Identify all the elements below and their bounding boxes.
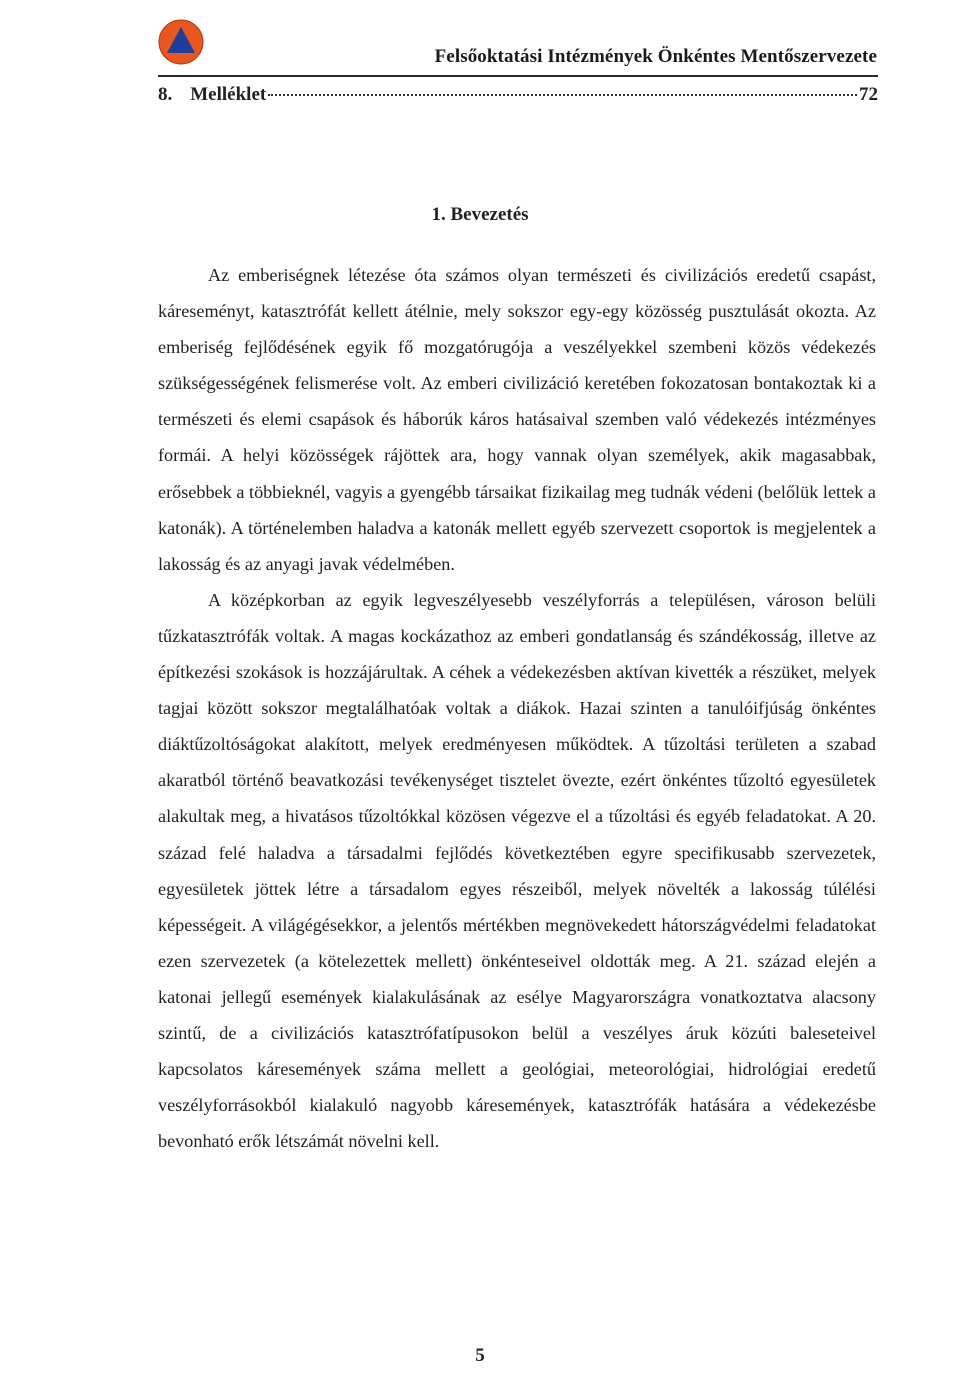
paragraph-1: Az emberiségnek létezése óta számos olyan természeti és civilizációs eredetű csapást, káreseményt, katasztrófát kellett átélnie, mely sokszor egy-egy közösség pusztulását okozta. Az emberiség fejlődésének egyik fő mozgatórugója a veszélyekkel szembeni közös védekezés szükségességének felismerése volt. Az emberi civilizáció keretében fokozatosan bontakoztak ki a természeti és elemi csapások és háborúk káros hatásaival szemben való védekezés intézményes formái. A helyi közösségek rájöttek ara, hogy vannak olyan személyek, akik magasabbak, erősebbek a többieknél, vagyis a gyengébb társaikat fizikailag meg tudnák védeni (belőlük lettek a katonák). A történelemben haladva a katonák mellett egyéb szervezett csoportok is megjelentek a lakosság és az anyagi javak védelmében. [158,265,876,574]
toc-entry[interactable] [158,84,878,106]
civil-defense-triangle-logo-icon [158,19,204,65]
toc-entry-page: 72 [859,84,878,105]
toc-leader-dots [268,94,857,96]
section-title: 1. Bevezetés [431,204,529,225]
organization-name: Felsőoktatási Intézmények Önkéntes Mentőszervezete [434,46,877,67]
body-text [158,257,876,1159]
page-number: 5 [475,1345,485,1366]
toc-entry-number: 8. [158,84,173,105]
header-divider [158,75,878,77]
paragraph-2: A középkorban az egyik legveszélyesebb veszélyforrás a településen, városon belüli tűzkatasztrófák voltak. A magas kockázathoz az emberi gondatlanság és szándékosság, illetve az építkezési szokások is hozzájárultak. A céhek a védekezésben aktívan kivették a részüket, melyek tagjai között sokszor megtalálhatóak voltak a diákok. Hazai szinten a tanulóifjúság önkéntes diáktűzoltóságokat alakított, melyek eredményesen működtek. A tűzoltási területen a szabad akaratból történő beavatkozási tevékenységet tisztelet övezte, ezért önkéntes tűzoltó egyesületek alakultak meg, a hivatásos tűzoltókkal közösen végezve el a tűzoltási és egyéb feladatokat. A 20. század felé haladva a társadalmi fejlődés következtében egyre specifikusabb szervezetek, egyesületek jöttek létre a társadalom egyes részeiből, melyek növelték a lakosság túlélési képességeit. A világégésekkor, a jelentős mértékben megnövekedett hátországvédelmi feladatokat ezen szervezetek (a kötelezettek mellett) önkénteseivel oldották meg. A 21. század elején a katonai jellegű események kialakulásának az esélye Magyarországra vonatkoztatva alacsony szintű, de a civilizációs katasztrófatípusokon belül a veszélyes áruk közúti baleseteivel kapcsolatos káresemények száma mellett a geológiai, meteorológiai, hidrológiai eredetű veszélyforrásokból kialakuló nagyobb káresemények, katasztrófák hatására a védekezésbe bevonható erők létszámát növelni kell. [158,589,876,1152]
toc-entry-title: Melléklet [190,84,267,105]
